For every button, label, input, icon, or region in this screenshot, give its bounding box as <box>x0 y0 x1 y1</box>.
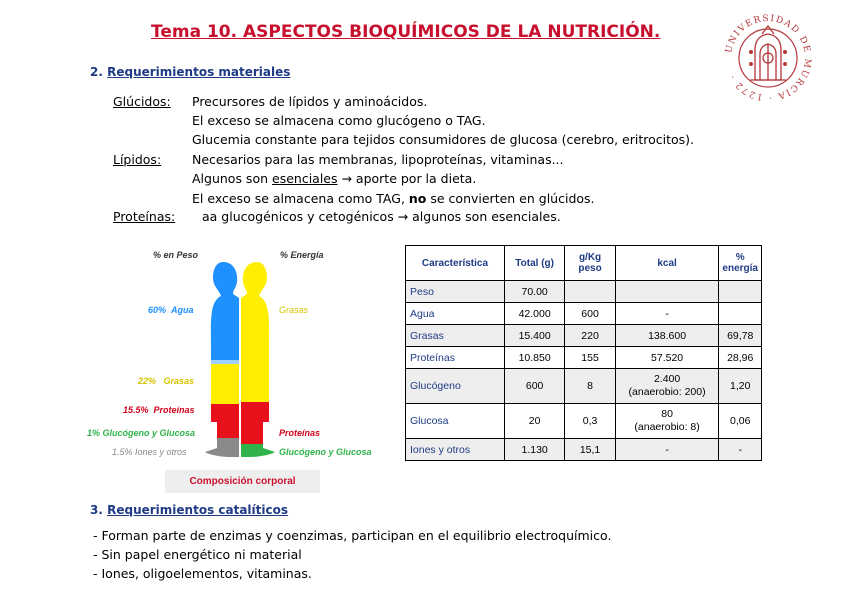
left-glucogeno-name: Glucógeno y Glucosa <box>102 428 196 438</box>
esenciales-word: esenciales <box>272 171 338 186</box>
cell-energia: 0,06 <box>719 404 762 439</box>
table-row <box>406 369 762 404</box>
left-glucogeno-pct: 1% <box>87 428 101 438</box>
header-peso: % en Peso <box>153 250 199 260</box>
cell-kcal: - <box>615 303 719 325</box>
col-header-caracteristica: Característica <box>406 246 505 281</box>
section-2-number: 2. <box>90 65 103 79</box>
left-agua-pct: 60% <box>148 305 167 315</box>
cell-total: 15.400 <box>504 325 564 347</box>
left-iones-pct: 1.5% <box>112 447 133 457</box>
cell-energia <box>719 303 762 325</box>
left-glucogeno-label <box>87 428 195 438</box>
table-row <box>406 404 762 439</box>
cell-name: Peso <box>406 281 505 303</box>
cell-total: 600 <box>504 369 564 404</box>
section-3-heading <box>90 503 288 517</box>
col-header-gkg: g/Kg peso <box>565 246 615 281</box>
body-composition-figure <box>195 262 285 460</box>
lipidos-line-3-pre: El exceso se almacena como TAG, <box>192 191 409 206</box>
bullet-1: - Forman parte de enzimas y coenzimas, participan en el equilibrio electroquímico. <box>93 528 612 543</box>
left-grasas-pct: 22% <box>138 376 157 386</box>
cell-gkg: 220 <box>565 325 615 347</box>
bullet-2: - Sin papel energético ni material <box>93 547 302 562</box>
cell-kcal: 80 (anaerobio: 8) <box>615 404 719 439</box>
glucidos-line-2: El exceso se almacena como glucógeno o TAG. <box>192 113 486 128</box>
left-agua-label <box>148 305 194 315</box>
cell-gkg: 8 <box>565 369 615 404</box>
left-grasas-label <box>138 376 194 386</box>
cell-name: Agua <box>406 303 505 325</box>
left-agua-name: Agua <box>171 305 194 315</box>
table-row <box>406 347 762 369</box>
cell-energia: - <box>719 439 762 461</box>
cell-energia: 28,96 <box>719 347 762 369</box>
cell-total: 1.130 <box>504 439 564 461</box>
university-seal-logo <box>722 12 814 104</box>
header-energia: % Energía <box>280 250 324 260</box>
cell-gkg <box>565 281 615 303</box>
left-iones-label <box>112 447 187 457</box>
cell-gkg: 155 <box>565 347 615 369</box>
cell-total: 42.000 <box>504 303 564 325</box>
cell-kcal <box>615 281 719 303</box>
glucidos-line-3: Glucemia constante para tejidos consumidores de glucosa (cerebro, eritrocitos). <box>192 132 695 147</box>
cell-energia: 1,20 <box>719 369 762 404</box>
section-2-heading <box>90 65 290 79</box>
left-proteinas-pct: 15.5% <box>123 405 149 415</box>
section-3-title: Requerimientos catalíticos <box>107 503 289 517</box>
cell-name: Iones y otros <box>406 439 505 461</box>
figure-caption: Composición corporal <box>165 470 320 493</box>
table-row <box>406 439 762 461</box>
cell-kcal: 57.520 <box>615 347 719 369</box>
glucidos-label: Glúcidos: <box>113 94 171 109</box>
proteinas-label: Proteínas: <box>113 209 176 224</box>
cell-name: Proteínas <box>406 347 505 369</box>
table-row <box>406 281 762 303</box>
table-header-row <box>406 246 762 281</box>
col-header-kcal: kcal <box>615 246 719 281</box>
lipidos-line-3-post: se convierten en glúcidos. <box>426 191 595 206</box>
left-grasas-name: Grasas <box>163 376 195 386</box>
right-proteinas-label: Proteínas <box>279 428 321 438</box>
lipidos-line-1: Necesarios para las membranas, lipoproteínas, vitaminas... <box>192 152 564 167</box>
page-title: Tema 10. ASPECTOS BIOQUÍMICOS DE LA NUTRICIÓN. <box>151 22 661 42</box>
cell-name: Glucosa <box>406 404 505 439</box>
cell-total: 20 <box>504 404 564 439</box>
lipidos-line-2-pre: Algunos son <box>192 171 272 186</box>
cell-name: Grasas <box>406 325 505 347</box>
glucidos-line-1: Precursores de lípidos y aminoácidos. <box>192 94 428 109</box>
proteinas-line: aa glucogénicos y cetogénicos → algunos son esenciales. <box>202 209 561 224</box>
cell-total: 70.00 <box>504 281 564 303</box>
composition-table <box>405 245 762 461</box>
svg-text:UNIVERSIDAD DE MURCIA · 1272 ·: UNIVERSIDAD DE MURCIA · 1272 · <box>724 13 813 103</box>
section-2-title: Requerimientos materiales <box>107 65 291 79</box>
right-grasas-label: Grasas <box>279 305 309 315</box>
cell-energia <box>719 281 762 303</box>
cell-total: 10.850 <box>504 347 564 369</box>
no-word: no <box>408 191 427 206</box>
cell-kcal: 138.600 <box>615 325 719 347</box>
right-glucogeno-label: Glucógeno y Glucosa <box>279 447 372 457</box>
cell-name: Glucógeno <box>406 369 505 404</box>
left-proteinas-label <box>123 405 195 415</box>
left-proteinas-name: Proteínas <box>153 405 195 415</box>
cell-gkg: 0,3 <box>565 404 615 439</box>
cell-kcal: - <box>615 439 719 461</box>
lipidos-label: Lípidos: <box>113 152 162 167</box>
cell-gkg: 15,1 <box>565 439 615 461</box>
table-row <box>406 325 762 347</box>
cell-energia: 69,78 <box>719 325 762 347</box>
cell-kcal: 2.400 (anaerobio: 200) <box>615 369 719 404</box>
col-header-energia: % energía <box>719 246 762 281</box>
bullet-3: - Iones, oligoelementos, vitaminas. <box>93 566 312 581</box>
lipidos-line-3 <box>192 191 595 206</box>
left-iones-name: Iones y otros <box>135 447 187 457</box>
table-row <box>406 303 762 325</box>
lipidos-line-2-post: → aporte por la dieta. <box>337 171 477 186</box>
section-3-number: 3. <box>90 503 103 517</box>
lipidos-line-2 <box>192 171 476 186</box>
col-header-total: Total (g) <box>504 246 564 281</box>
cell-gkg: 600 <box>565 303 615 325</box>
